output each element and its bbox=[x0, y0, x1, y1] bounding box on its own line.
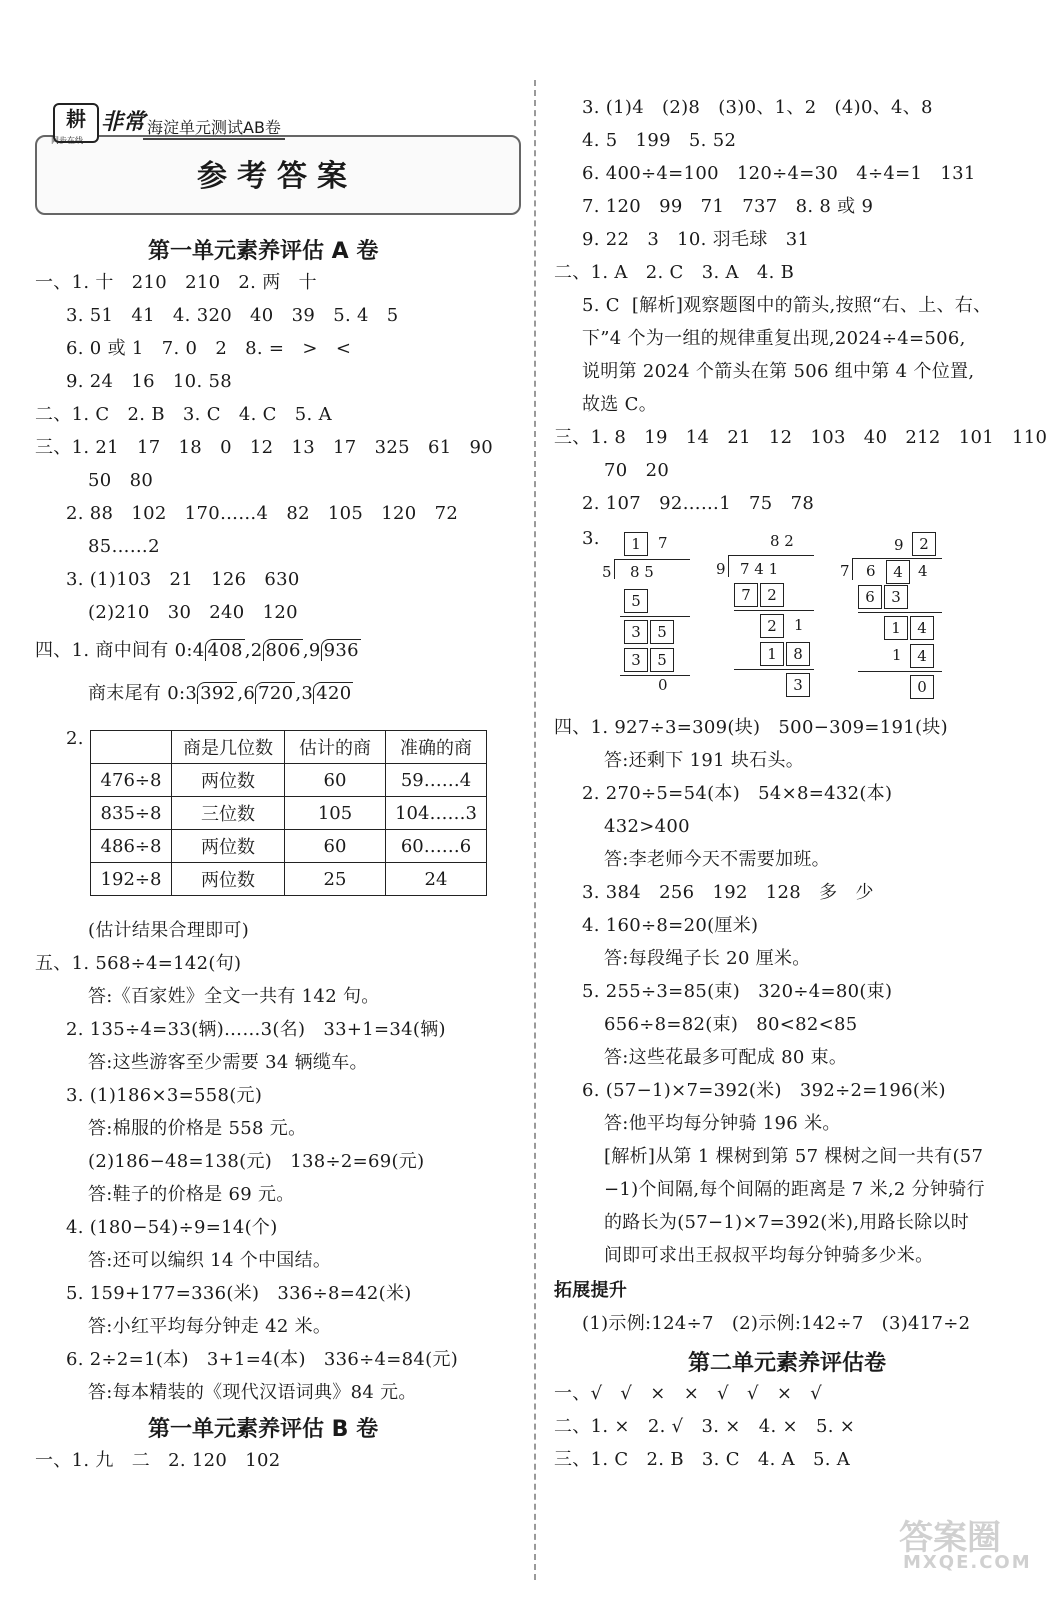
table-header-row bbox=[91, 731, 487, 764]
answer-line: 70 20 bbox=[604, 460, 670, 481]
division-bracket bbox=[852, 558, 853, 580]
watermark-url: MXQE.COM bbox=[903, 1552, 1032, 1573]
answer-line: (1)示例:124÷7 (2)示例:142÷7 (3)417÷2 bbox=[582, 1313, 971, 1334]
section-title-unit1-b: 第一单元素养评估 B 卷 bbox=[148, 1417, 379, 1442]
table-cell: 192÷8 bbox=[91, 863, 172, 896]
dividend-box: 4 bbox=[886, 560, 910, 584]
answer-line: 说明第 2024 个箭头在第 506 组中第 4 个位置, bbox=[582, 361, 975, 382]
answer-line: 4. 160÷8=20(厘米) bbox=[582, 915, 759, 936]
subtract-line bbox=[734, 669, 814, 670]
table-cell: 两位数 bbox=[172, 830, 285, 863]
answer-line: 656÷8=82(束) 80<82<85 bbox=[604, 1014, 858, 1035]
subtract-line bbox=[620, 616, 690, 617]
table-cell: 486÷8 bbox=[91, 830, 172, 863]
answer-line: 答:这些游客至少需要 34 辆缆车。 bbox=[88, 1052, 368, 1073]
answer-line: 5. 255÷3=85(束) 320÷4=80(束) bbox=[582, 981, 893, 1002]
subtract-line bbox=[734, 610, 814, 611]
final-remainder-box: 0 bbox=[910, 675, 934, 699]
dividend-digit: 4 bbox=[918, 562, 928, 580]
quotient: 8 2 bbox=[770, 532, 794, 550]
answer-line: 5. C [解析]观察题图中的箭头,按照“右、上、右、 bbox=[582, 295, 992, 316]
answer-line: 9. 24 16 10. 58 bbox=[66, 371, 232, 392]
quotient-digit: 7 bbox=[658, 534, 668, 552]
divisor: 7 bbox=[840, 562, 850, 580]
section-title-unit2: 第二单元素养评估卷 bbox=[688, 1351, 887, 1376]
answer-line: 85……2 bbox=[88, 536, 160, 557]
answer-line: 2. 107 92……1 75 78 bbox=[582, 493, 815, 514]
table-cell: 60……6 bbox=[386, 830, 487, 863]
answer-line: 的路长为(57−1)×7=392(米),用路长除以时 bbox=[604, 1212, 970, 1233]
answer-line: 6. 400÷4=100 120÷4=30 4÷4=1 131 bbox=[582, 163, 976, 184]
table-header-cell bbox=[91, 731, 172, 764]
subtract-box: 8 bbox=[786, 642, 810, 666]
subtract-box: 2 bbox=[760, 583, 784, 607]
long-division-3 bbox=[838, 530, 948, 700]
answer-line: 4. (180−54)÷9=14(个) bbox=[66, 1217, 278, 1238]
answer-line: 间即可求出王叔叔平均每分钟骑多少米。 bbox=[604, 1245, 934, 1266]
remainder-box: 3 bbox=[624, 620, 648, 644]
answer-line: 6. 0 或 1 7. 0 2 8. = > < bbox=[66, 338, 352, 359]
answer-line: 答:还剩下 191 块石头。 bbox=[604, 750, 805, 771]
table-row bbox=[91, 764, 487, 797]
answer-line: 答:他平均每分钟骑 196 米。 bbox=[604, 1113, 841, 1134]
answer-line: (2)186−48=138(元) 138÷2=69(元) bbox=[88, 1151, 425, 1172]
division-bracket bbox=[728, 555, 729, 577]
division-bar bbox=[728, 555, 814, 556]
answer-line: 二、1. × 2. √ 3. × 4. × 5. × bbox=[554, 1416, 856, 1437]
table-cell: 476÷8 bbox=[91, 764, 172, 797]
answer-line: 6. 2÷2=1(本) 3+1=4(本) 336÷4=84(元) bbox=[66, 1349, 459, 1370]
dividend: 7 4 1 bbox=[740, 560, 779, 578]
long-division-1 bbox=[600, 530, 690, 700]
answer-line: 3. (1)103 21 126 630 bbox=[66, 569, 300, 590]
table-header-cell: 商是几位数 bbox=[172, 731, 285, 764]
division-bar bbox=[852, 558, 942, 559]
remainder-box: 1 bbox=[884, 616, 908, 640]
answer-line: (2)210 30 240 120 bbox=[88, 602, 298, 623]
page-header bbox=[35, 95, 515, 213]
division-bracket bbox=[614, 559, 615, 579]
remainder-box: 2 bbox=[760, 614, 784, 638]
brand-name: 非常 bbox=[101, 109, 146, 135]
answer-line: 下”4 个为一组的规律重复出现,2024÷4=506, bbox=[582, 328, 966, 349]
answer-line: 三、1. 8 19 14 21 12 103 40 212 101 110 bbox=[554, 427, 1048, 448]
answer-line: 答:小红平均每分钟走 42 米。 bbox=[88, 1316, 332, 1337]
table-cell: 835÷8 bbox=[91, 797, 172, 830]
answer-line: 5. 159+177=336(米) 336÷8=42(米) bbox=[66, 1283, 412, 1304]
answer-line: 7. 120 99 71 737 8. 8 或 9 bbox=[582, 196, 874, 217]
subtract-line bbox=[620, 675, 690, 676]
answer-line: 一、1. 十 210 210 2. 两 十 bbox=[35, 272, 317, 293]
answer-line: 五、1. 568÷4=142(句) bbox=[35, 953, 242, 974]
subtract-digit: 1 bbox=[892, 646, 902, 664]
divisor: 5 bbox=[602, 563, 612, 581]
answer-line: −1)个间隔,每个间隔的距离是 7 米,2 分钟骑行 bbox=[604, 1179, 985, 1200]
quotient-digit: 9 bbox=[894, 536, 904, 554]
answer-line: 50 80 bbox=[88, 470, 154, 491]
subtract-box: 5 bbox=[650, 648, 674, 672]
answer-line: 二、1. C 2. B 3. C 4. C 5. A bbox=[35, 404, 332, 425]
quotient-box: 1 bbox=[624, 532, 648, 556]
answer-line: 答:每段绳子长 20 厘米。 bbox=[604, 948, 811, 969]
answer-line: 三、1. C 2. B 3. C 4. A 5. A bbox=[554, 1449, 851, 1470]
watermark-logo: 答案圈 bbox=[899, 1518, 1001, 1558]
answer-line: 2. 135÷4=33(辆)……3(名) 33+1=34(辆) bbox=[66, 1019, 446, 1040]
answer-line: 一、1. 九 二 2. 120 102 bbox=[35, 1450, 281, 1471]
subsection-title: 拓展提升 bbox=[554, 1280, 628, 1301]
question-number: 3. bbox=[582, 528, 600, 549]
final-remainder-box: 3 bbox=[786, 673, 810, 697]
answer-line: [解析]从第 1 棵树到第 57 棵树之间一共有(57 bbox=[604, 1146, 984, 1167]
answer-line: 三、1. 21 17 18 0 12 13 17 325 61 90 bbox=[35, 437, 494, 458]
subtract-box: 3 bbox=[884, 585, 908, 609]
table-cell: 60 bbox=[285, 830, 386, 863]
answer-line: 3. (1)4 (2)8 (3)0、1、2 (4)0、4、8 bbox=[582, 97, 933, 118]
division-bar bbox=[614, 559, 690, 560]
answer-line: 答:这些花最多可配成 80 束。 bbox=[604, 1047, 848, 1068]
subtract-box: 5 bbox=[624, 589, 648, 613]
page-title: 参考答案 bbox=[197, 159, 357, 194]
table-row bbox=[91, 797, 487, 830]
subtract-line bbox=[858, 612, 942, 613]
answer-line: 一、√ √ × × √ √ × √ bbox=[554, 1383, 823, 1404]
logo: 耕 bbox=[53, 103, 99, 143]
final-remainder: 0 bbox=[658, 676, 668, 694]
subtract-box: 1 bbox=[760, 642, 784, 666]
section-title-unit1-a: 第一单元素养评估 A 卷 bbox=[148, 239, 379, 264]
subtract-box: 6 bbox=[858, 585, 882, 609]
answer-line-division: 四、1. 商中间有 0:4 408 ,2 806 ,9 936 bbox=[35, 640, 359, 661]
answer-line: 3. (1)186×3=558(元) bbox=[66, 1085, 263, 1106]
answer-line: 2. 88 102 170……4 82 105 120 72 bbox=[66, 503, 459, 524]
quotient-box: 2 bbox=[912, 532, 936, 556]
answer-line: 432>400 bbox=[604, 816, 690, 837]
column-divider bbox=[534, 80, 537, 1580]
answer-line: 二、1. A 2. C 3. A 4. B bbox=[554, 262, 795, 283]
answer-line: 答:还可以编织 14 个中国结。 bbox=[88, 1250, 332, 1271]
table-note: (估计结果合理即可) bbox=[88, 920, 250, 941]
logo-subtitle: 同步在线 bbox=[51, 136, 83, 145]
table-cell: 24 bbox=[386, 863, 487, 896]
table-cell: 105 bbox=[285, 797, 386, 830]
answer-line: 故选 C。 bbox=[582, 394, 657, 415]
table-header-cell: 估计的商 bbox=[285, 731, 386, 764]
answer-line-division: 商末尾有 0:3 392 ,6 720 ,3 420 bbox=[88, 683, 352, 704]
long-division-2 bbox=[714, 530, 814, 700]
subtract-box: 3 bbox=[624, 648, 648, 672]
answer-line: 2. 270÷5=54(本) 54×8=432(本) bbox=[582, 783, 893, 804]
subtract-box: 7 bbox=[734, 583, 758, 607]
answer-line: 3. 51 41 4. 320 40 39 5. 4 5 bbox=[66, 305, 399, 326]
table-cell: 两位数 bbox=[172, 863, 285, 896]
estimate-table bbox=[90, 730, 487, 896]
divisor: 9 bbox=[716, 560, 726, 578]
remainder-box: 5 bbox=[650, 620, 674, 644]
series-name: 海淀单元测试AB卷 bbox=[143, 115, 285, 140]
table-cell: 59……4 bbox=[386, 764, 487, 797]
table-row bbox=[91, 830, 487, 863]
watermark bbox=[899, 1510, 1032, 1580]
table-cell: 60 bbox=[285, 764, 386, 797]
answer-line: 3. 384 256 192 128 多 少 bbox=[582, 882, 874, 903]
remainder-digit: 1 bbox=[794, 616, 804, 634]
answer-line: 9. 22 3 10. 羽毛球 31 bbox=[582, 229, 810, 250]
answer-line: 答:棉服的价格是 558 元。 bbox=[88, 1118, 307, 1139]
answer-line: 答:鞋子的价格是 69 元。 bbox=[88, 1184, 295, 1205]
table-cell: 104……3 bbox=[386, 797, 487, 830]
answer-line: 答:每本精装的《现代汉语词典》84 元。 bbox=[88, 1382, 417, 1403]
table-header-cell: 准确的商 bbox=[386, 731, 487, 764]
answer-line: 答:《百家姓》全文一共有 142 句。 bbox=[88, 986, 380, 1007]
answer-line: 4. 5 199 5. 52 bbox=[582, 130, 737, 151]
remainder-box: 4 bbox=[910, 616, 934, 640]
dividend: 8 5 bbox=[630, 563, 654, 581]
question-number: 2. bbox=[66, 728, 84, 749]
table-row bbox=[91, 863, 487, 896]
subtract-box: 4 bbox=[910, 644, 934, 668]
table-cell: 三位数 bbox=[172, 797, 285, 830]
answer-line: 答:李老师今天不需要加班。 bbox=[604, 849, 830, 870]
subtract-line bbox=[858, 671, 942, 672]
dividend-digit: 6 bbox=[866, 562, 876, 580]
table-cell: 两位数 bbox=[172, 764, 285, 797]
table-cell: 25 bbox=[285, 863, 386, 896]
answer-line: 6. (57−1)×7=392(米) 392÷2=196(米) bbox=[582, 1080, 946, 1101]
answer-line: 四、1. 927÷3=309(块) 500−309=191(块) bbox=[554, 717, 948, 738]
